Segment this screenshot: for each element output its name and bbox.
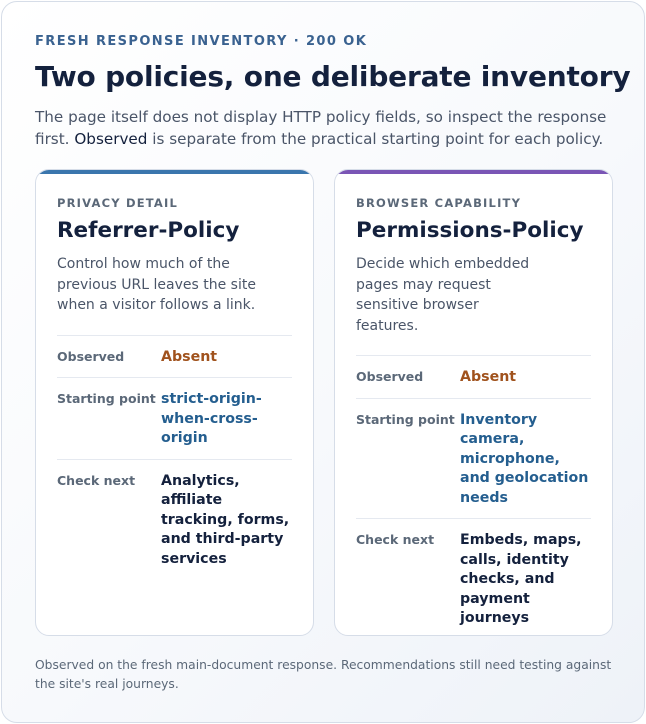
observed-value: Absent — [161, 348, 218, 365]
observed-row — [356, 356, 591, 399]
footer-note: Observed on the fresh main-document response. Recommendations still need testing against the site's real journeys. — [35, 658, 612, 691]
intro-text-start: The page itself does not display HTTP policy fields, so inspect the response first. — [35, 108, 607, 148]
check-next-value: Analytics, affiliate tracking, forms, and third-party services — [161, 472, 290, 567]
page-intro — [35, 106, 611, 150]
check-next-row — [57, 460, 292, 580]
permissions-policy-card — [334, 169, 613, 636]
page-title: Two policies, one deliberate inventory — [35, 60, 631, 93]
card-accent-bar — [36, 170, 313, 174]
card-accent-bar — [335, 170, 612, 174]
inventory-panel — [1, 1, 645, 723]
page-eyebrow: FRESH RESPONSE INVENTORY · 200 OK — [35, 34, 368, 49]
starting-point-row — [356, 399, 591, 520]
card-eyebrow: PRIVACY DETAIL — [57, 196, 179, 210]
starting-point-value: Inventory camera, microphone, and geolocation needs — [460, 411, 589, 506]
row-label: Check next — [356, 532, 435, 547]
intro-observed-term: Observed — [74, 130, 148, 148]
policy-cards — [35, 169, 613, 636]
row-label: Check next — [57, 472, 136, 488]
observed-row — [57, 336, 292, 379]
check-next-value: Embeds, maps, calls, identity checks, and payment journeys — [460, 532, 582, 626]
starting-point-value: strict-origin-when-cross-origin — [161, 391, 262, 446]
row-label: Observed — [57, 348, 125, 364]
card-eyebrow: BROWSER CAPABILITY — [356, 196, 522, 210]
card-description: Decide which embedded pages may request sensitive browser features. — [356, 256, 530, 334]
row-label: Starting point — [356, 411, 455, 427]
starting-point-row — [57, 378, 292, 460]
card-title: Referrer-Policy — [57, 218, 240, 243]
observed-value: Absent — [460, 369, 517, 385]
intro-text-end: is separate from the practical starting point for each policy. — [147, 130, 604, 148]
referrer-policy-card — [35, 169, 314, 636]
row-label: Observed — [356, 369, 424, 384]
card-description: Control how much of the previous URL leaves the site when a visitor follows a link. — [57, 256, 256, 313]
check-next-row — [356, 519, 591, 636]
card-details — [57, 335, 292, 580]
card-title: Permissions-Policy — [356, 218, 584, 243]
card-details — [356, 355, 591, 636]
row-label: Starting point — [57, 391, 156, 406]
